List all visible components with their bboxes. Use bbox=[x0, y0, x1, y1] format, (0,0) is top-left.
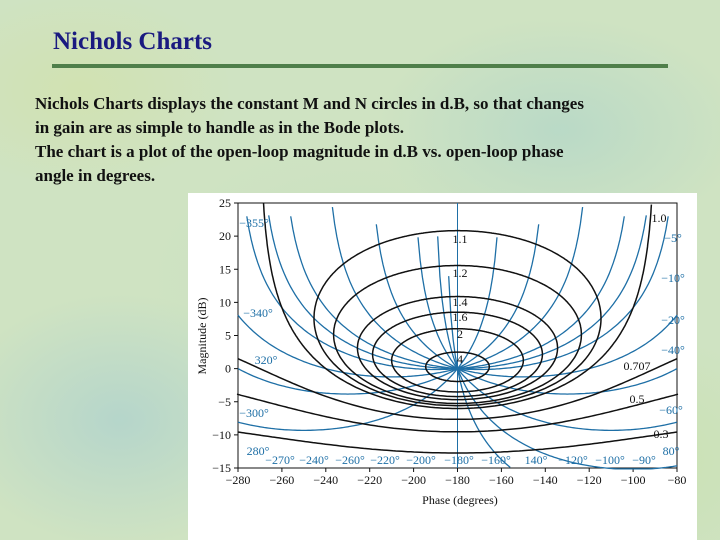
m-label: 0.707 bbox=[623, 359, 651, 373]
m-label: 1.1 bbox=[452, 232, 468, 246]
x-tick-label: −80 bbox=[667, 473, 687, 487]
n-label: −355° bbox=[239, 216, 269, 230]
x-tick-label: −180 bbox=[445, 473, 470, 487]
m-label: 4 bbox=[457, 352, 463, 366]
m-label: 1.6 bbox=[452, 310, 468, 324]
m-label: 0.5 bbox=[629, 392, 645, 406]
n-label: −10° bbox=[661, 271, 685, 285]
n-label: −20° bbox=[661, 313, 685, 327]
body-paragraph bbox=[35, 92, 695, 188]
y-tick-label: 25 bbox=[219, 196, 231, 210]
bottom-n-label: −180° bbox=[444, 453, 474, 467]
nichols-chart bbox=[188, 193, 697, 540]
x-tick-label: −240 bbox=[313, 473, 339, 487]
x-axis-label: Phase (degrees) bbox=[422, 493, 498, 507]
n-label: −60° bbox=[659, 403, 683, 417]
nichols-chart-svg bbox=[188, 193, 697, 540]
y-tick-label: −15 bbox=[212, 461, 231, 475]
y-tick-label: 10 bbox=[219, 295, 231, 310]
body-line-4: angle in degrees. bbox=[35, 166, 156, 185]
bottom-n-label: −220° bbox=[370, 453, 400, 467]
x-tick-label: −280 bbox=[225, 473, 251, 487]
bottom-n-label: −270° bbox=[265, 453, 295, 467]
y-tick-label: 5 bbox=[225, 328, 231, 343]
body-line-1: Nichols Charts displays the constant M and N circles in d.B, so that changes bbox=[35, 94, 584, 113]
x-tick-label: −120 bbox=[576, 473, 602, 487]
y-tick-label: 15 bbox=[219, 262, 231, 277]
x-tick-label: −260 bbox=[269, 473, 295, 487]
n-label: −340° bbox=[243, 306, 273, 320]
x-tick-label: −200 bbox=[401, 473, 426, 487]
n-label: −300° bbox=[239, 406, 269, 420]
bottom-n-label: −240° bbox=[299, 453, 329, 467]
n-label: 280° bbox=[246, 444, 270, 458]
m-label: 1.2 bbox=[452, 266, 468, 280]
x-tick-label: −220 bbox=[357, 473, 383, 487]
body-line-2: in gain are as simple to handle as in the Bode plots. bbox=[35, 118, 405, 137]
bottom-n-label: −120° bbox=[558, 453, 588, 467]
bottom-n-label: −100° bbox=[595, 453, 625, 467]
m-label: 1.4 bbox=[452, 295, 468, 309]
n-label: 80° bbox=[662, 444, 680, 458]
n-label: −40° bbox=[661, 343, 685, 357]
m-label: 2 bbox=[457, 327, 463, 341]
y-tick-label: 20 bbox=[219, 229, 231, 244]
y-tick-label: 0 bbox=[225, 361, 231, 376]
y-tick-label: −10 bbox=[212, 427, 231, 442]
slide-title: Nichols Charts bbox=[53, 28, 213, 55]
bottom-n-label: −200° bbox=[406, 453, 436, 467]
x-tick-label: −160 bbox=[489, 473, 514, 487]
m-label: 1.0 bbox=[651, 211, 667, 225]
bottom-n-label: −260° bbox=[335, 453, 365, 467]
x-tick-label: −140 bbox=[532, 473, 558, 487]
m-label: 0.3 bbox=[653, 427, 669, 441]
body-line-3: The chart is a plot of the open-loop magnitude in d.B vs. open-loop phase bbox=[35, 142, 564, 161]
title-divider bbox=[52, 64, 668, 68]
bottom-n-label: 140° bbox=[524, 453, 548, 467]
bottom-n-label: −160° bbox=[481, 453, 511, 467]
n-label: −5° bbox=[664, 231, 682, 245]
bottom-n-label: −90° bbox=[632, 453, 656, 467]
x-tick-label: −100 bbox=[620, 473, 646, 487]
n-label: 320° bbox=[254, 353, 278, 367]
y-axis-label: Magnitude (dB) bbox=[195, 297, 209, 375]
y-tick-label: −5 bbox=[218, 394, 231, 409]
